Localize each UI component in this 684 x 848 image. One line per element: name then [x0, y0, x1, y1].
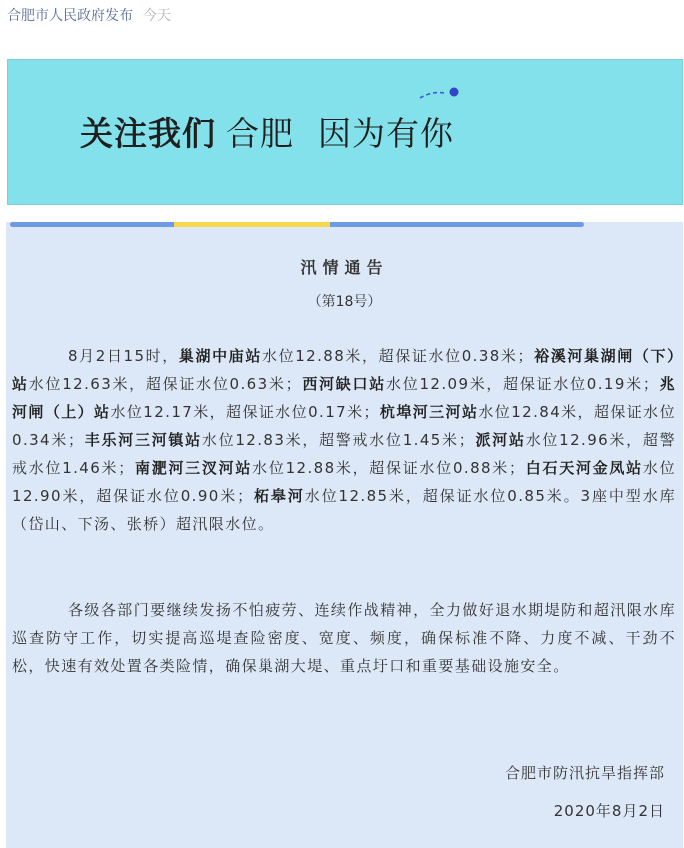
banner-image	[7, 59, 683, 205]
notice-title: 汛情通告	[300, 258, 389, 277]
notice-date: 2020年8月2日	[553, 802, 665, 820]
station-name: 兆河闸（上）站	[12, 375, 676, 421]
station-name: 丰乐河三河镇站	[84, 431, 202, 449]
article-meta	[7, 6, 171, 26]
notice-number: （第18号）	[307, 294, 382, 310]
decorative-dots-icon	[418, 82, 468, 102]
banner-slogan	[80, 108, 454, 155]
banner-slogan-main: 关注我们	[80, 114, 216, 153]
notice-signature: 合肥市防汛抗旱指挥部	[504, 764, 665, 782]
publish-time: 今天	[143, 8, 171, 24]
flood-notice-card	[6, 222, 683, 848]
station-name: 巢湖中庙站	[178, 347, 262, 365]
station-name: 柘皋河	[253, 487, 305, 505]
station-name: 白石天河金凤站	[525, 459, 643, 477]
notice-paragraph-instructions: 各级各部门要继续发扬不怕疲劳、连续作战精神，全力做好退水期堤防和超汛限水库巡查防守工作，切实提高巡堤查险密度、宽度、频度，确保标准不降、力度不减、干劲不松，快速有效处置各类险情，确保巢湖大堤、重点圩口和重要基础设施安全。	[12, 601, 676, 675]
notice-paragraph-water-levels: 8月2日15时，巢湖中庙站水位12.88米，超保证水位0.38米；裕溪河巢湖闸（下）站水位12.63米，超保证水位0.63米；西河缺口站水位12.09米，超保证水位0.19米；兆河闸（上）站水位12.17米，超保证水位0.17米；杭埠河三河站水位12.84米，超保证水位0.34米；丰乐河三河镇站水位12.83米，超警戒水位1.45米；派河站水位12.96米，超警戒水位1.46米；南淝河三汊河站水位12.88米，超保证水位0.88米；白石天河金凤站水位12.90米，超保证水位0.90米；柘皋河水位12.85米，超保证水位0.85米。3座中型水库 （岱山、下汤、张桥）超汛限水位。	[12, 347, 677, 533]
station-name: 西河缺口站	[302, 375, 386, 393]
banner-slogan-city: 合肥	[226, 114, 294, 153]
banner-slogan-tail: 因为有你	[318, 114, 454, 153]
station-name: 裕溪河巢湖闸（下）站	[12, 347, 677, 393]
account-name-link[interactable]: 合肥市人民政府发布	[7, 8, 133, 24]
station-name: 派河站	[475, 431, 526, 449]
decorative-bar-highlight	[174, 222, 330, 227]
station-name: 杭埠河三河站	[379, 403, 479, 421]
station-name: 南淝河三汊河站	[134, 459, 253, 477]
